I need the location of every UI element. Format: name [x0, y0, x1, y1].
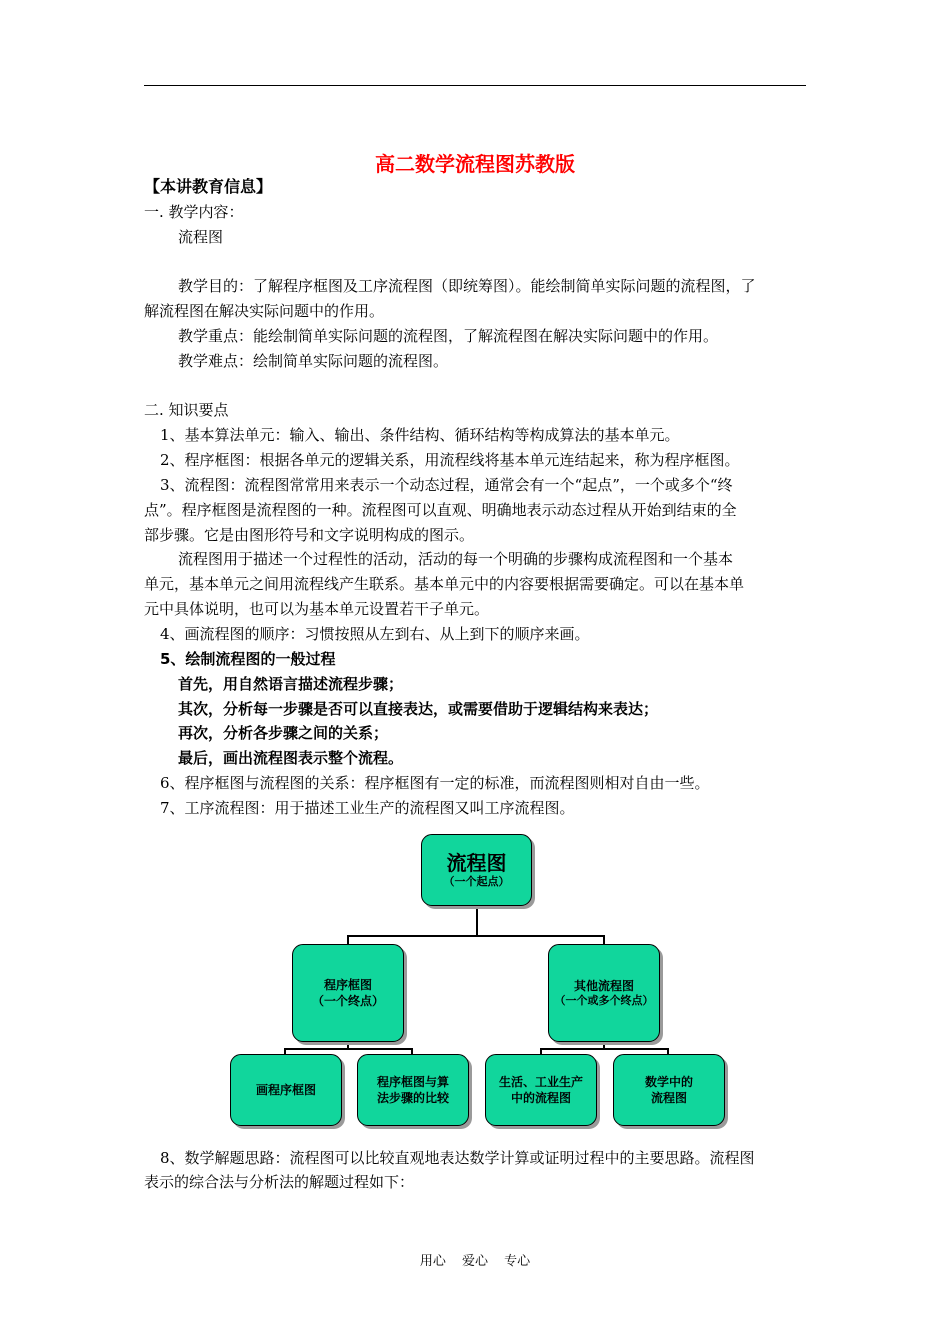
program-flowchart-label: 程序框图	[323, 978, 372, 992]
root-node-subtitle: （一个起点）	[443, 875, 510, 888]
point-5-step-2: 其次，分析每一步骤是否可以直接表达，或需要借助于逻辑结构来表达；	[178, 700, 659, 718]
point-6: 6、程序框图与流程图的关系：程序框图有一定的标准，而流程图则相对自由一些。	[160, 774, 710, 792]
leaf-3-label-line-2: 中的流程图	[510, 1091, 571, 1105]
point-5-heading: 5、绘制流程图的一般过程	[160, 650, 336, 668]
point-3b-line-3: 元中具体说明，也可以为基本单元设置若干子单元。	[144, 600, 490, 618]
section-2-heading: 二. 知识要点	[144, 401, 229, 419]
program-flowchart-node	[292, 944, 404, 1042]
footer-text-3: 专心	[504, 1254, 531, 1269]
teaching-difficulty: 教学难点：绘制简单实际问题的流程图。	[178, 352, 449, 370]
section-1-heading: 一. 教学内容：	[144, 203, 244, 221]
footer-text-1: 用心	[419, 1254, 446, 1269]
teaching-goal-line-1: 教学目的：了解程序框图及工序流程图（即统筹图）。能绘制简单实际问题的流程图，了	[178, 277, 756, 295]
leaf-2-label-line-2: 法步骤的比较	[376, 1091, 449, 1105]
leaf-flowchart-vs-algorithm	[357, 1054, 469, 1126]
leaf-3-label-line-1: 生活、工业生产	[498, 1075, 583, 1089]
flowchart-root-node	[421, 834, 532, 906]
leaf-1-label: 画程序框图	[255, 1083, 316, 1097]
header-rule	[144, 85, 806, 86]
other-flowchart-label: 其他流程图	[573, 979, 634, 993]
other-flowchart-node	[548, 944, 660, 1042]
point-8-line-2: 表示的综合法与分析法的解题过程如下：	[144, 1173, 415, 1191]
point-1: 1、基本算法单元：输入、输出、条件结构、循环结构等构成算法的基本单元。	[160, 426, 680, 444]
leaf-math-flowchart	[613, 1054, 725, 1126]
section-header: 【本讲教育信息】	[144, 177, 273, 196]
leaf-2-label-line-1: 程序框图与算	[376, 1075, 449, 1089]
connector-to-left	[347, 935, 349, 944]
point-3b-line-1: 流程图用于描述一个过程性的活动，活动的每一个明确的步骤构成流程图和一个基本	[178, 550, 734, 568]
section-1-topic: 流程图	[178, 228, 224, 246]
point-3-line-1: 3、流程图：流程图常常用来表示一个动态过程，通常会有一个“起点”，一个或多个“终	[160, 476, 733, 494]
leaf-4-label-line-2: 流程图	[650, 1091, 687, 1105]
program-flowchart-sublabel: （一个终点）	[311, 994, 384, 1008]
point-8-line-1: 8、数学解题思路：流程图可以比较直观地表达数学计算或证明过程中的主要思路。流程图	[160, 1149, 755, 1167]
connector-root-down	[476, 904, 478, 936]
footer-text-2: 爱心	[461, 1254, 488, 1269]
point-4: 4、画流程图的顺序：习惯按照从左到右、从上到下的顺序来画。	[160, 625, 590, 643]
point-3-line-3: 部步骤。它是由图形符号和文字说明构成的图示。	[144, 526, 475, 544]
point-3b-line-2: 单元，基本单元之间用流程线产生联系。基本单元中的内容要根据需要确定。可以在基本单	[144, 575, 745, 593]
point-5-step-3: 再次，分析各步骤之间的关系；	[178, 724, 389, 742]
connector-level-1-bar	[347, 935, 604, 937]
leaf-draw-program-flowchart	[230, 1054, 342, 1126]
point-7: 7、工序流程图：用于描述工业生产的流程图又叫工序流程图。	[160, 799, 575, 817]
point-5-step-4: 最后，画出流程图表示整个流程。	[178, 749, 404, 767]
point-2: 2、程序框图：根据各单元的逻辑关系，用流程线将基本单元连结起来，称为程序框图。	[160, 451, 740, 469]
page-title: 高二数学流程图苏教版	[375, 152, 575, 176]
point-3-line-2: 点”。程序框图是流程图的一种。流程图可以直观、明确地表示动态过程从开始到结束的全	[144, 501, 737, 519]
leaf-life-industry-flowchart	[485, 1054, 597, 1126]
connector-right-bar	[540, 1048, 668, 1050]
connector-left-bar	[284, 1048, 412, 1050]
page-footer	[0, 1250, 950, 1269]
other-flowchart-sublabel: （一个或多个终点）	[554, 994, 654, 1007]
point-5-step-1: 首先，用自然语言描述流程步骤；	[178, 675, 404, 693]
connector-to-right	[603, 935, 605, 944]
root-node-title: 流程图	[446, 851, 507, 875]
teaching-focus: 教学重点：能绘制简单实际问题的流程图，了解流程图在解决实际问题中的作用。	[178, 327, 719, 345]
leaf-4-label-line-1: 数学中的	[644, 1075, 693, 1089]
teaching-goal-line-2: 解流程图在解决实际问题中的作用。	[144, 302, 385, 320]
